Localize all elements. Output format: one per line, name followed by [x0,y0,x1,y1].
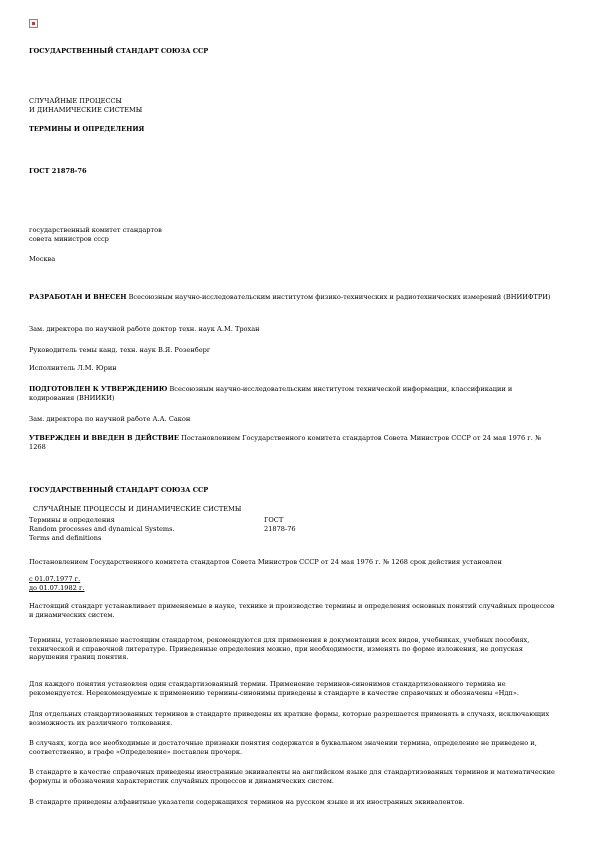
paragraph-7: В стандарте приведены алфавитные указатели содержащихся терминов на русском языке и их иностранных эквивалентов. [29,798,465,806]
date-to-value: до 01.07.1982 г. [29,584,85,592]
developed-text: Всесоюзным научно-исследовательским институтом физико-технических и радиотехнических измерений (ВНИИФТРИ) [128,293,551,301]
committee-line1: государственный комитет стандартов [29,226,162,234]
approved-label: УТВЕРЖДЕН И ВВЕДЕН В ДЕЙСТВИЕ [29,434,179,442]
executor: Исполнитель Л.М. Юрин [29,364,117,372]
standard-row3-left: Terms and definitions [29,534,102,542]
standard-row2-left: Random processes and dynamical Systems. [29,525,175,533]
standard-row-2 [29,525,329,534]
standard-row1-right: ГОСТ [264,516,284,524]
doc-name-line2: И ДИНАМИЧЕСКИЕ СИСТЕМЫ [29,106,143,114]
paragraph-6: В стандарте в качестве справочных приведены иностранные эквиваленты на английском языке для стандартизованных терминов и математические формулы и обозначения характеристик случайных процессов и динамических систем. [29,768,555,785]
paragraph-5: В случаях, когда все необходимые и достаточные признаки понятия содержатся в буквальном значении термина, определение не приведено и, соответственно, в графе «Определение» поставлен прочерк. [29,739,537,756]
paragraph-3: Для каждого понятия установлен один стандартизованный термин. Применение терминов-синонимов стандартизованного термина не рекомендуется. Нерекомендуемые к применению термины-синонимы приведены в стандарте в качестве справочных и обозначены «Ндп». [29,680,520,697]
decree-text: Постановлением Государственного комитета стандартов Совета Министров СССР от 24 мая 1976 г. № 1268 срок действия установлен [29,558,502,566]
theme-head: Руководитель темы канд. техн. наук В.Я. Розенберг [29,346,211,354]
city: Москва [29,255,56,263]
deputy-director-2: Зам. директора по научной работе А.А. Сакон [29,415,191,423]
gost-number: ГОСТ 21878-76 [29,167,87,175]
doc-name-line3: ТЕРМИНЫ И ОПРЕДЕЛЕНИЯ [29,125,145,133]
developed-by [29,293,559,302]
standard-title: ГОСУДАРСТВЕННЫЙ СТАНДАРТ СОЮЗА ССР [29,486,209,494]
paragraph-4: Для отдельных стандартизованных терминов в стандарте приведены их краткие формы, которые разрешается применять в случаях, исключающих возможность их различного толкования. [29,710,550,727]
standard-row1-left: Термины и определения [29,516,115,524]
doc-name-line1: СЛУЧАЙНЫЕ ПРОЦЕССЫ [29,97,123,105]
header-title: ГОСУДАРСТВЕННЫЙ СТАНДАРТ СОЮЗА ССР [29,47,209,55]
committee-line2: совета министров ссср [29,235,109,243]
approved-text: Постановлением Государственного комитета стандартов Совета Министров СССР от 24 мая 1976 г. № 1268 [29,434,542,451]
broken-image-icon [29,19,38,28]
date-from-value: с 01.07.1977 г. [29,575,81,583]
approved-by [29,434,559,451]
prepared-label: ПОДГОТОВЛЕН К УТВЕРЖДЕНИЮ [29,385,168,393]
standard-row-1 [29,516,329,525]
prepared-by [29,385,559,402]
prepared-text: Всесоюзным научно-исследовательским институтом технической информации, классификации и кодирования (ВНИИКИ) [29,385,513,402]
standard-row-3 [29,534,329,543]
paragraph-1: Настоящий стандарт устанавливает применяемые в науке, технике и производстве термины и определения основных понятий случайных процессов и динамических систем. [29,602,555,619]
paragraph-2: Термины, установленные настоящим стандартом, рекомендуются для применения в документации всех видов, учебниках, учебных пособиях, технической и справочной литературе. Приведенные определения можно, при необходимости, изменять по форме изложения, не допуская нарушения границ понятия. [29,636,530,662]
developed-label: РАЗРАБОТАН И ВНЕСЕН [29,293,127,301]
date-to [29,584,559,593]
deputy-director: Зам. директора по научной работе доктор техн. наук А.М. Трохан [29,325,260,333]
date-from [29,575,559,584]
standard-heading: СЛУЧАЙНЫЕ ПРОЦЕССЫ И ДИНАМИЧЕСКИЕ СИСТЕМЫ [33,505,242,513]
standard-row2-right: 21878-76 [264,525,296,533]
